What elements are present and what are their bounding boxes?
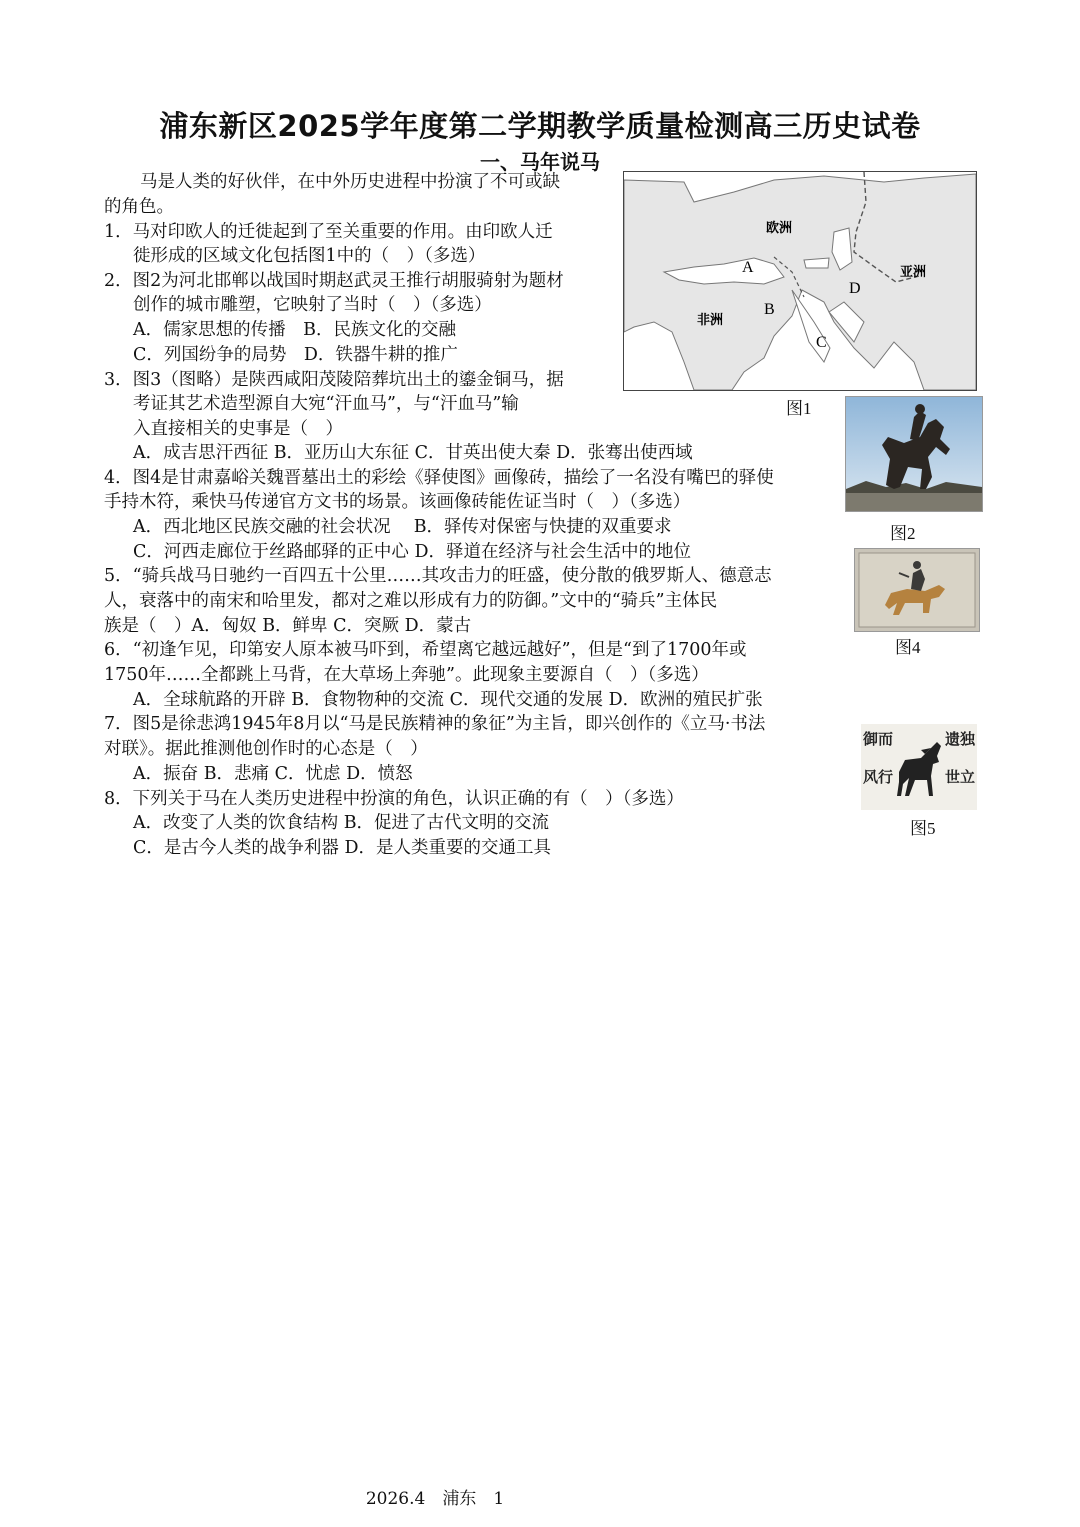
couplet-character: 御	[863, 730, 879, 748]
question-line: 族是（ ）A．匈奴 B．鲜卑 C．突厥 D．蒙古	[104, 616, 472, 636]
question-line: 徙形成的区域文化包括图1中的（ ）（多选）	[133, 246, 486, 266]
brick-painting	[855, 549, 979, 631]
question-line: A．振奋 B．悲痛 C．忧虑 D．愤怒	[133, 764, 413, 784]
couplet-character: 而	[878, 730, 894, 748]
page-title: 浦东新区2025学年度第二学期教学质量检测高三历史试卷	[159, 109, 921, 143]
couplet-character: 遗	[945, 730, 961, 748]
question-line: 5．“骑兵战马日驰约一百四五十公里……其攻击力的旺盛，使分散的俄罗斯人、德意志	[104, 566, 772, 586]
couplet-character: 立	[960, 768, 976, 786]
map-label-asia: 亚洲	[900, 265, 927, 280]
question-line: C．河西走廊位于丝路邮驿的正中心 D．驿道在经济与社会生活中的地位	[133, 542, 691, 562]
question-line: A．全球航路的开辟 B．食物物种的交流 C．现代交通的发展 D．欧洲的殖民扩张	[133, 690, 763, 710]
question-line: 4．图4是甘肃嘉峪关魏晋墓出土的彩绘《驿使图》画像砖，描绘了一名没有嘴巴的驿使	[104, 468, 774, 488]
sculpture-picture	[846, 397, 982, 511]
question-line: 手持木符，乘快马传递官方文书的场景。该画像砖能佐证当时（ ）（多选）	[104, 492, 691, 512]
question-line: A．改变了人类的饮食结构 B．促进了古代文明的交流	[133, 813, 550, 833]
question-line: 入直接相关的史事是（ ）	[133, 419, 343, 439]
couplet-character: 独	[960, 730, 976, 748]
map-label-europe: 欧洲	[766, 221, 793, 236]
question-line: 创作的城市雕塑，它映射了当时（ ）（多选）	[133, 295, 492, 315]
question-line: A．成吉思汗西征 B．亚历山大东征 C．甘英出使大秦 D．张骞出使西域	[133, 443, 693, 463]
map-graphic	[624, 172, 976, 390]
question-line: A．儒家思想的传播 B．民族文化的交融	[133, 320, 456, 340]
question-line: C．列国纷争的局势 D．铁器牛耕的推广	[133, 345, 458, 365]
question-line: 考证其艺术造型源自大宛“汗血马”，与“汗血马”输	[133, 394, 519, 414]
figure-5-caption: 图5	[910, 819, 936, 838]
figure-1-caption: 图1	[786, 399, 812, 418]
section-heading: 一、马年说马	[480, 150, 600, 174]
question-line: 1．马对印欧人的迁徙起到了至关重要的作用。由印欧人迁	[104, 222, 553, 242]
figure-4-caption: 图4	[895, 638, 921, 657]
couplet-character: 风	[863, 768, 879, 786]
question-line: 2．图2为河北邯郸以战国时期赵武灵王推行胡服骑射为题材	[104, 271, 564, 291]
question-line: 人，衰落中的南宋和哈里发，都对之难以形成有力的防御。”文中的“骑兵”主体民	[104, 591, 718, 611]
question-line: 1750年……全都跳上马背，在大草场上奔驰”。此现象主要源自（ ）（多选）	[104, 665, 709, 685]
figure-2-caption: 图2	[890, 524, 916, 543]
couplet-character: 世	[945, 768, 961, 786]
figure-2-image	[845, 396, 983, 512]
question-line: 6．“初逢乍见，印第安人原本被马吓到，希望离它越远越好”，但是“到了1700年或	[104, 640, 747, 660]
intro-line: 的角色。	[104, 197, 174, 217]
couplet-character: 行	[878, 768, 894, 786]
question-line: 对联》。据此推测他创作时的心态是（ ）	[104, 739, 428, 759]
intro-line: 马是人类的好伙伴，在中外历史进程中扮演了不可或缺	[140, 172, 560, 192]
question-line: 7．图5是徐悲鸿1945年8月以“马是民族精神的象征”为主旨，即兴创作的《立马·书法	[104, 714, 766, 734]
question-line: A．西北地区民族交融的社会状况 B．驿传对保密与快捷的双重要求	[133, 517, 672, 537]
horse-ink-drawing	[891, 732, 947, 804]
page-footer: 2026.4 浦东 1	[365, 1489, 505, 1509]
figure-4-image	[854, 548, 980, 632]
map-point-b: B	[764, 301, 775, 318]
map-point-a: A	[742, 259, 754, 276]
figure-1-map	[623, 171, 977, 391]
figure-5-image	[861, 724, 977, 810]
map-point-c: C	[816, 334, 827, 351]
question-line: 8．下列关于马在人类历史进程中扮演的角色，认识正确的有（ ）（多选）	[104, 789, 684, 809]
question-line: 3．图3（图略）是陕西咸阳茂陵陪葬坑出土的鎏金铜马，据	[104, 370, 564, 390]
map-point-d: D	[849, 280, 861, 297]
map-label-africa: 非洲	[697, 313, 724, 328]
question-line: C．是古今人类的战争利器 D．是人类重要的交通工具	[133, 838, 551, 858]
